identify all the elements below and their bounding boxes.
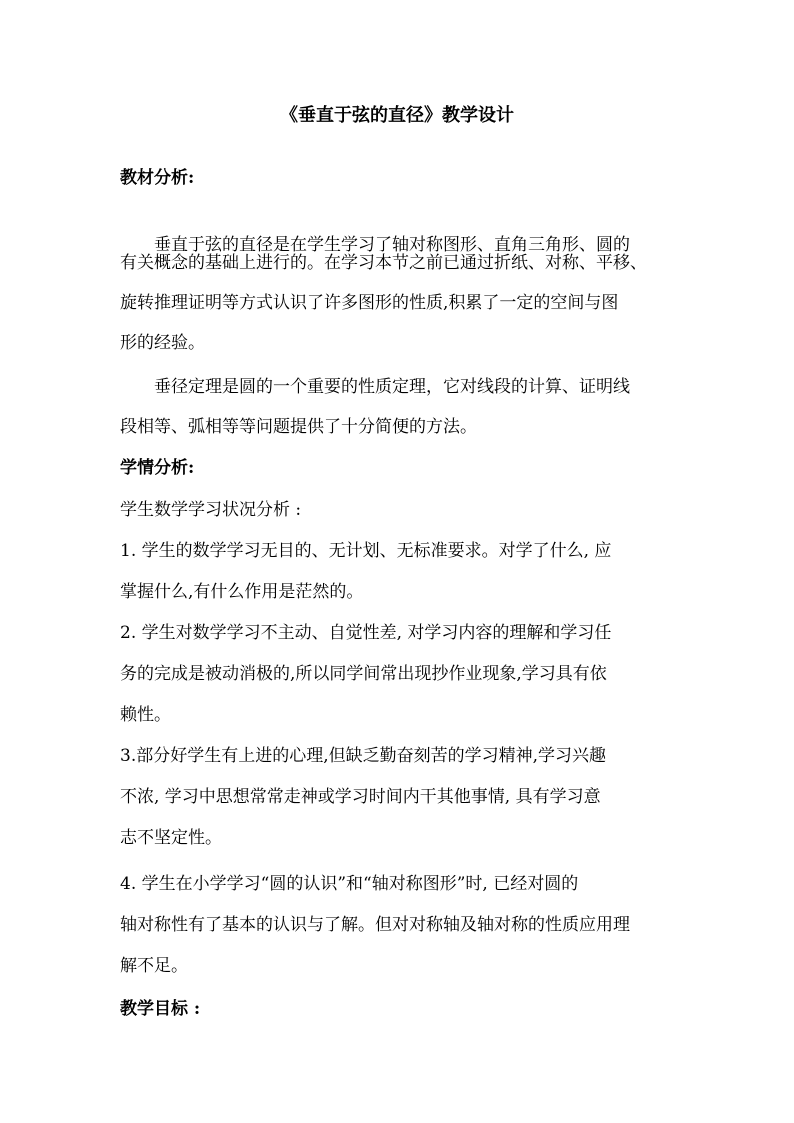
list-item-line: 不浓, 学习中思想常常走神或学习时间内干其他事情, 具有学习意 bbox=[120, 787, 601, 807]
paragraph-line: 学生数学学习状况分析 : bbox=[120, 500, 302, 520]
paragraph-line: 垂径定理是圆的一个重要的性质定理，它对线段的计算、证明线 bbox=[154, 377, 630, 397]
list-item-line: 掌握什么,有什么作用是茫然的。 bbox=[120, 582, 364, 602]
paragraph-line: 形的经验。 bbox=[120, 333, 205, 353]
paragraph-line: 段相等、弧相等等问题提供了十分简便的方法。 bbox=[120, 417, 477, 437]
list-item-line: 4. 学生在小学学习“圆的认识”和“轴对称图形”时, 已经对圆的 bbox=[120, 874, 579, 894]
list-item-line: 1. 学生的数学学习无目的、无计划、无标准要求。对学了什么, 应 bbox=[120, 541, 612, 561]
list-item-line: 轴对称性有了基本的认识与了解。但对对称轴及轴对称的性质应用理 bbox=[120, 915, 630, 935]
document-title: 《垂直于弦的直径》教学设计 bbox=[280, 105, 514, 126]
list-item-line: 务的完成是被动消极的,所以同学间常出现抄作业现象,学习具有依 bbox=[120, 664, 607, 684]
section-heading-teaching-goals: 教学目标 : bbox=[120, 999, 201, 1019]
paragraph-line: 有关概念的基础上进行的。在学习本节之前已通过折纸、对称、平移、 bbox=[120, 253, 647, 273]
section-heading-student-analysis: 学情分析: bbox=[120, 458, 195, 478]
list-item-line: 解不足。 bbox=[120, 956, 188, 976]
list-item-line: 志不坚定性。 bbox=[120, 828, 222, 848]
paragraph-line: 旋转推理证明等方式认识了许多图形的性质,积累了一定的空间与图 bbox=[120, 293, 619, 313]
list-item-line: 3.部分好学生有上进的心理,但缺乏勤奋刻苦的学习精神,学习兴趣 bbox=[120, 746, 607, 766]
list-item-line: 赖性。 bbox=[120, 705, 171, 725]
list-item-line: 2. 学生对数学学习不主动、自觉性差, 对学习内容的理解和学习任 bbox=[120, 623, 612, 643]
section-heading-textbook-analysis: 教材分析: bbox=[120, 168, 195, 188]
paragraph-line: 垂直于弦的直径是在学生学习了轴对称图形、直角三角形、圆的 bbox=[154, 235, 630, 255]
